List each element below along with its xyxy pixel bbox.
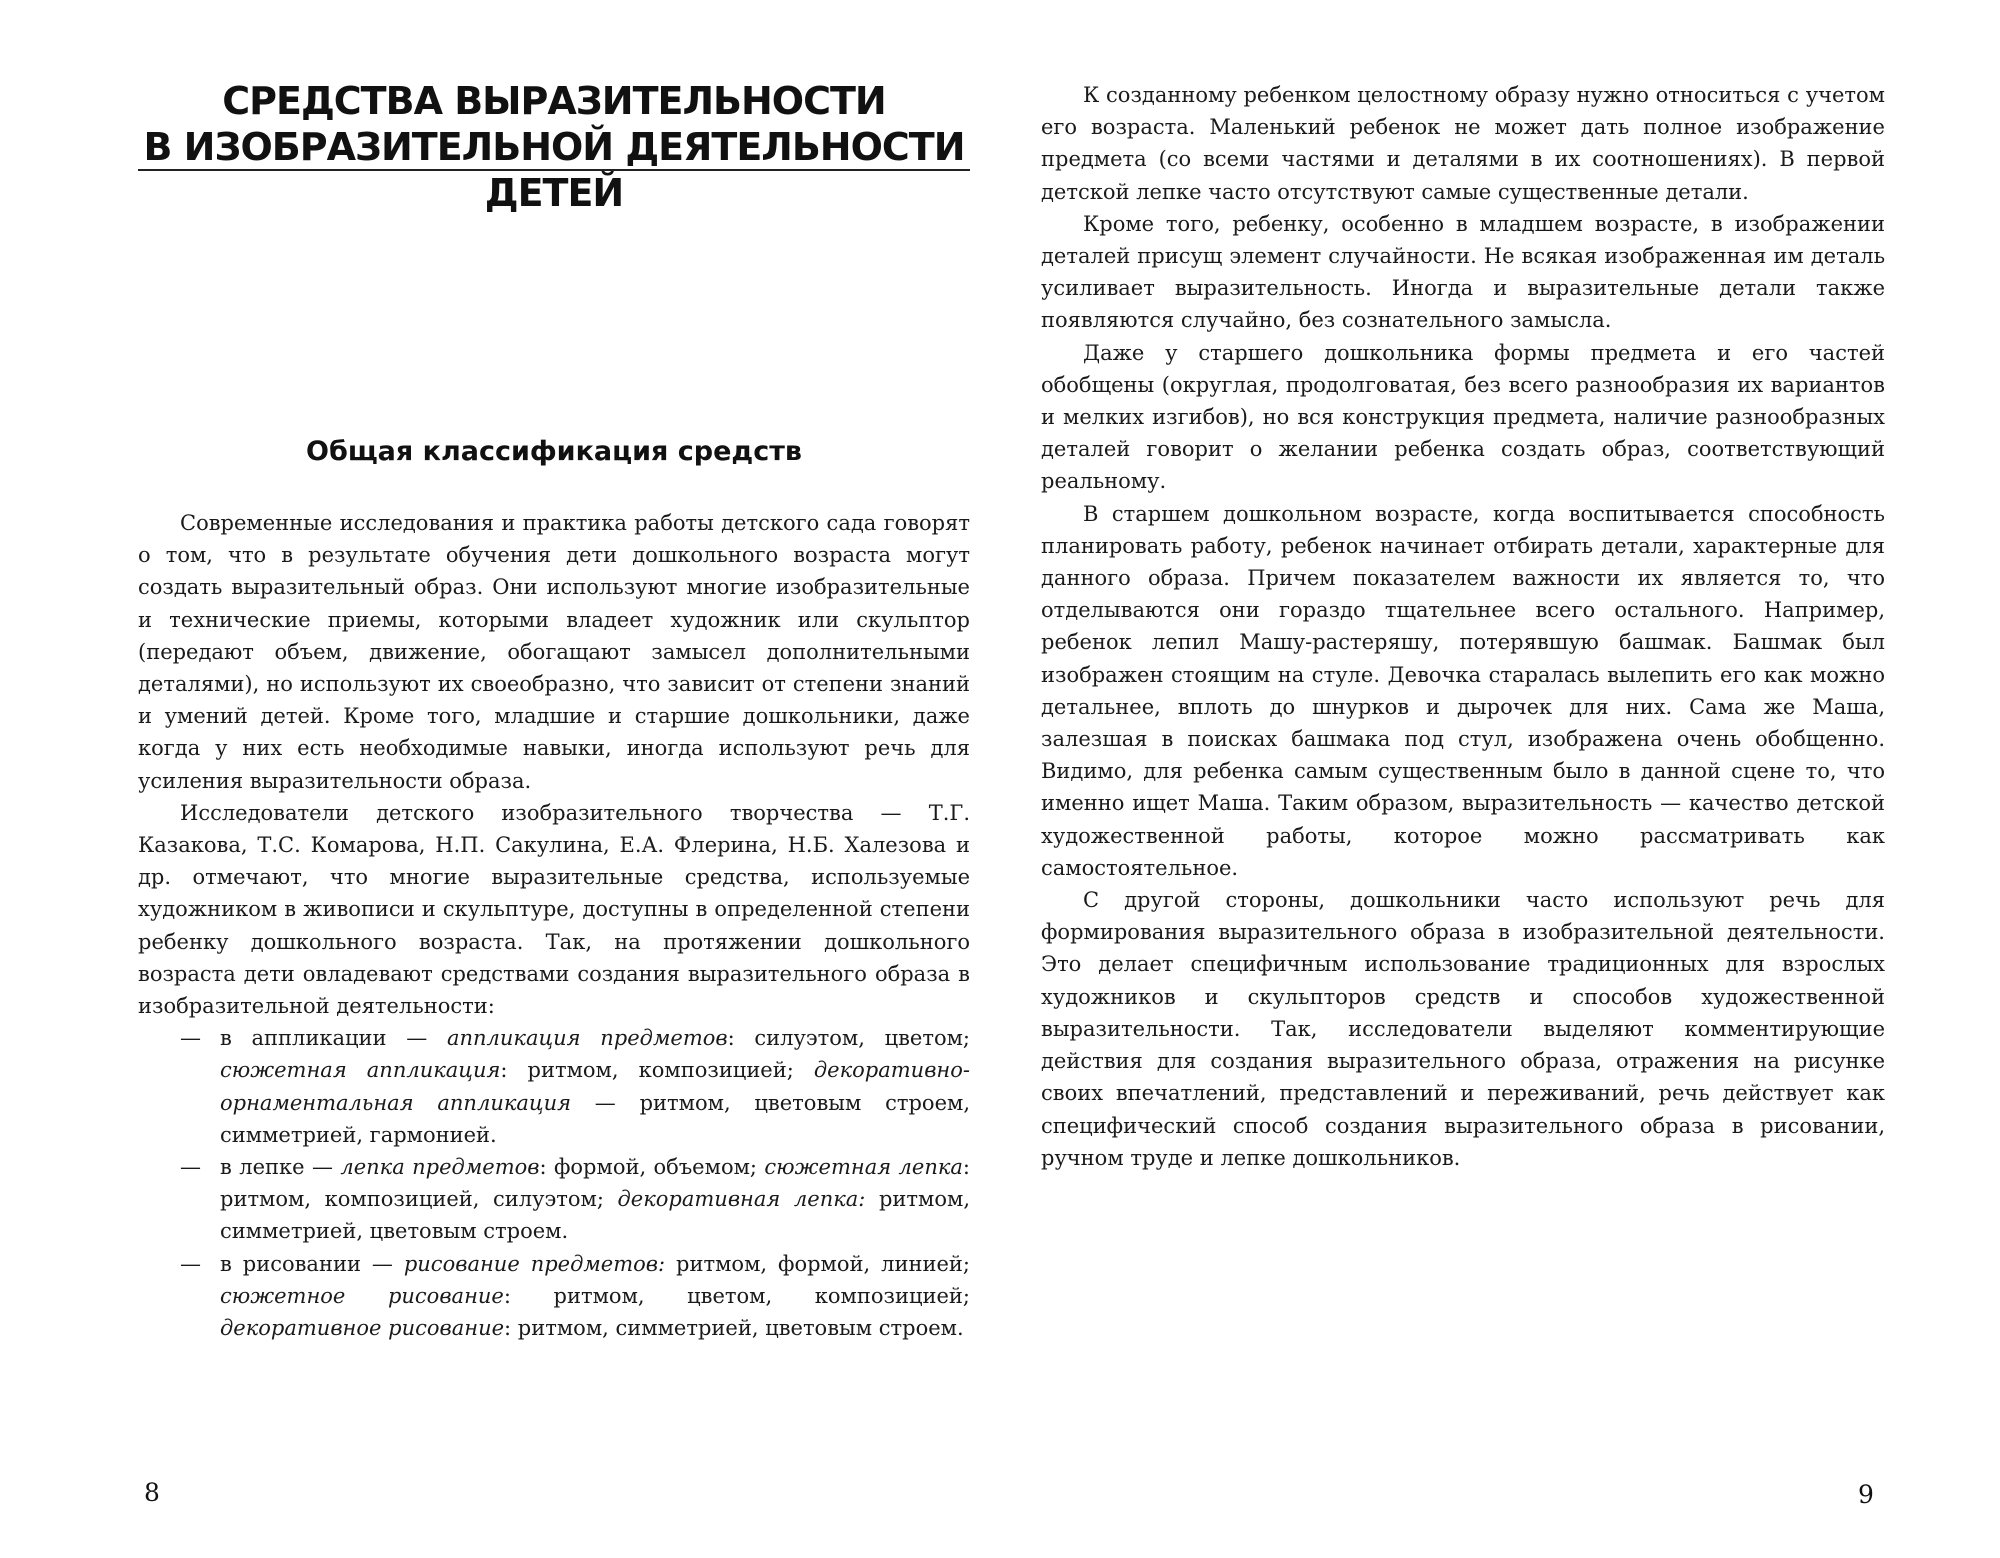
title-underline xyxy=(138,169,970,171)
chapter-title xyxy=(138,78,970,216)
chapter-title-line1: СРЕДСТВА ВЫРАЗИТЕЛЬНОСТИ xyxy=(222,79,886,123)
right-page xyxy=(1000,0,2000,1558)
paragraph: Даже у старшего дошкольника формы предмета и его частей обобщены (округлая, продолговатая, без всего разнообразия их вариантов и мелких изгибов), но вся конструкция предмета, наличие разнообразных деталей говорит о желании ребенка создать образ, соответствующий реальному. xyxy=(1041,340,1885,494)
paragraph: Кроме того, ребенку, особенно в младшем возрасте, в изображении деталей присущ элемент случайности. Не всякая изображенная им деталь усиливает выразительность. Иногда и выразительные детали также появляются случайно, без сознательного замысла. xyxy=(1041,211,1885,333)
section-heading: Общая классификация средств xyxy=(306,436,802,467)
paragraph: С другой стороны, дошкольники часто используют речь для формирования выразительного образа в изобразительной деятельности. Это делает специфичным использование традиционных для взрослых художников и скульпторов средств и способов художественной выразительности. Так, исследователи выделяют комментирующие действия для создания выразительного образа, отражения на рисунке своих впечатлений, представлений и переживаний, речь действует как специфический способ создания выразительного образа в рисовании, ручном труде и лепке дошкольников. xyxy=(1041,888,1885,1170)
chapter-title-line2: В ИЗОБРАЗИТЕЛЬНОЙ ДЕЯТЕЛЬНОСТИ ДЕТЕЙ xyxy=(143,125,965,215)
left-body-text xyxy=(138,507,970,1344)
page-number-left: 8 xyxy=(144,1478,160,1507)
paragraph: К созданному ребенком целостному образу нужно относиться с учетом его возраста. Маленький ребенок не может дать полное изображение предмета (со всеми частями и деталями в их соотношениях). В первой детской лепке часто отсутствуют самые существенные детали. xyxy=(1041,83,1885,204)
list-item: — в лепке — лепка предметов: формой, объемом; сюжетная лепка: ритмом, композицией, силуэтом; декоративная лепка: ритмом, симметрией, цветовым строем. xyxy=(138,1151,970,1248)
page-number-right: 9 xyxy=(1858,1480,1874,1509)
list-dash: — xyxy=(180,1026,201,1051)
paragraph: Современные исследования и практика работы детского сада говорят о том, что в результате обучения дети дошкольного возраста могут создать выразительный образ. Они используют многие изобразительные и технические приемы, которыми владеет художник или скульптор (передают объем, движение, обогащают замысел дополнительными деталями), но используют их своеобразно, что зависит от степени знаний и умений детей. Кроме того, младшие и старшие дошкольники, даже когда у них есть необходимые навыки, иногда используют речь для усиления выразительности образа. xyxy=(138,511,970,793)
list-item: — в аппликации — аппликация предметов: силуэтом, цветом; сюжетная аппликация: ритмом, композицией; декоративно-орнаментальная аппликация — ритмом, цветовым строем, симметрией, гармонией. xyxy=(138,1022,970,1151)
paragraph: Исследователи детского изобразительного творчества — Т.Г. Казакова, Т.С. Комарова, Н.П. Сакулина, Е.А. Флерина, Н.Б. Халезова и др. отмечают, что многие выразительные средства, используемые художником в живописи и скульптуре, доступны в определенной степени ребенку дошкольного возраста. Так, на протяжении дошкольного возраста дети овладевают средствами создания выразительного образа в изобразительной деятельности: xyxy=(138,800,970,1019)
right-body-text xyxy=(1041,79,1885,1174)
list-dash: — xyxy=(180,1251,201,1276)
paragraph: В старшем дошкольном возрасте, когда воспитывается способность планировать работу, ребенок начинает отбирать детали, характерные для данного образа. Причем показателем важности их является то, что отделываются они гораздо тщательнее всего остального. Например, ребенок лепил Машу-растеряшу, потерявшую башмак. Башмак был изображен стоящим на стуле. Девочка старалась вылепить его как можно детальнее, вплоть до шнурков и дырочек для них. Сама же Маша, залезшая в поисках башмака под стул, изображена очень обобщенно. Видимо, для ребенка самым существенным было в данной сцене то, что именно ищет Маша. Таким образом, выразительность — качество детской художественной работы, которое можно рассматривать как самостоятельное. xyxy=(1041,501,1885,880)
list-dash: — xyxy=(180,1155,201,1180)
means-list xyxy=(138,1022,970,1344)
list-item: — в рисовании — рисование предметов: ритмом, формой, линией; сюжетное рисование: ритмом, цветом, композицией; декоративное рисование: ритмом, симметрией, цветовым строем. xyxy=(138,1248,970,1345)
